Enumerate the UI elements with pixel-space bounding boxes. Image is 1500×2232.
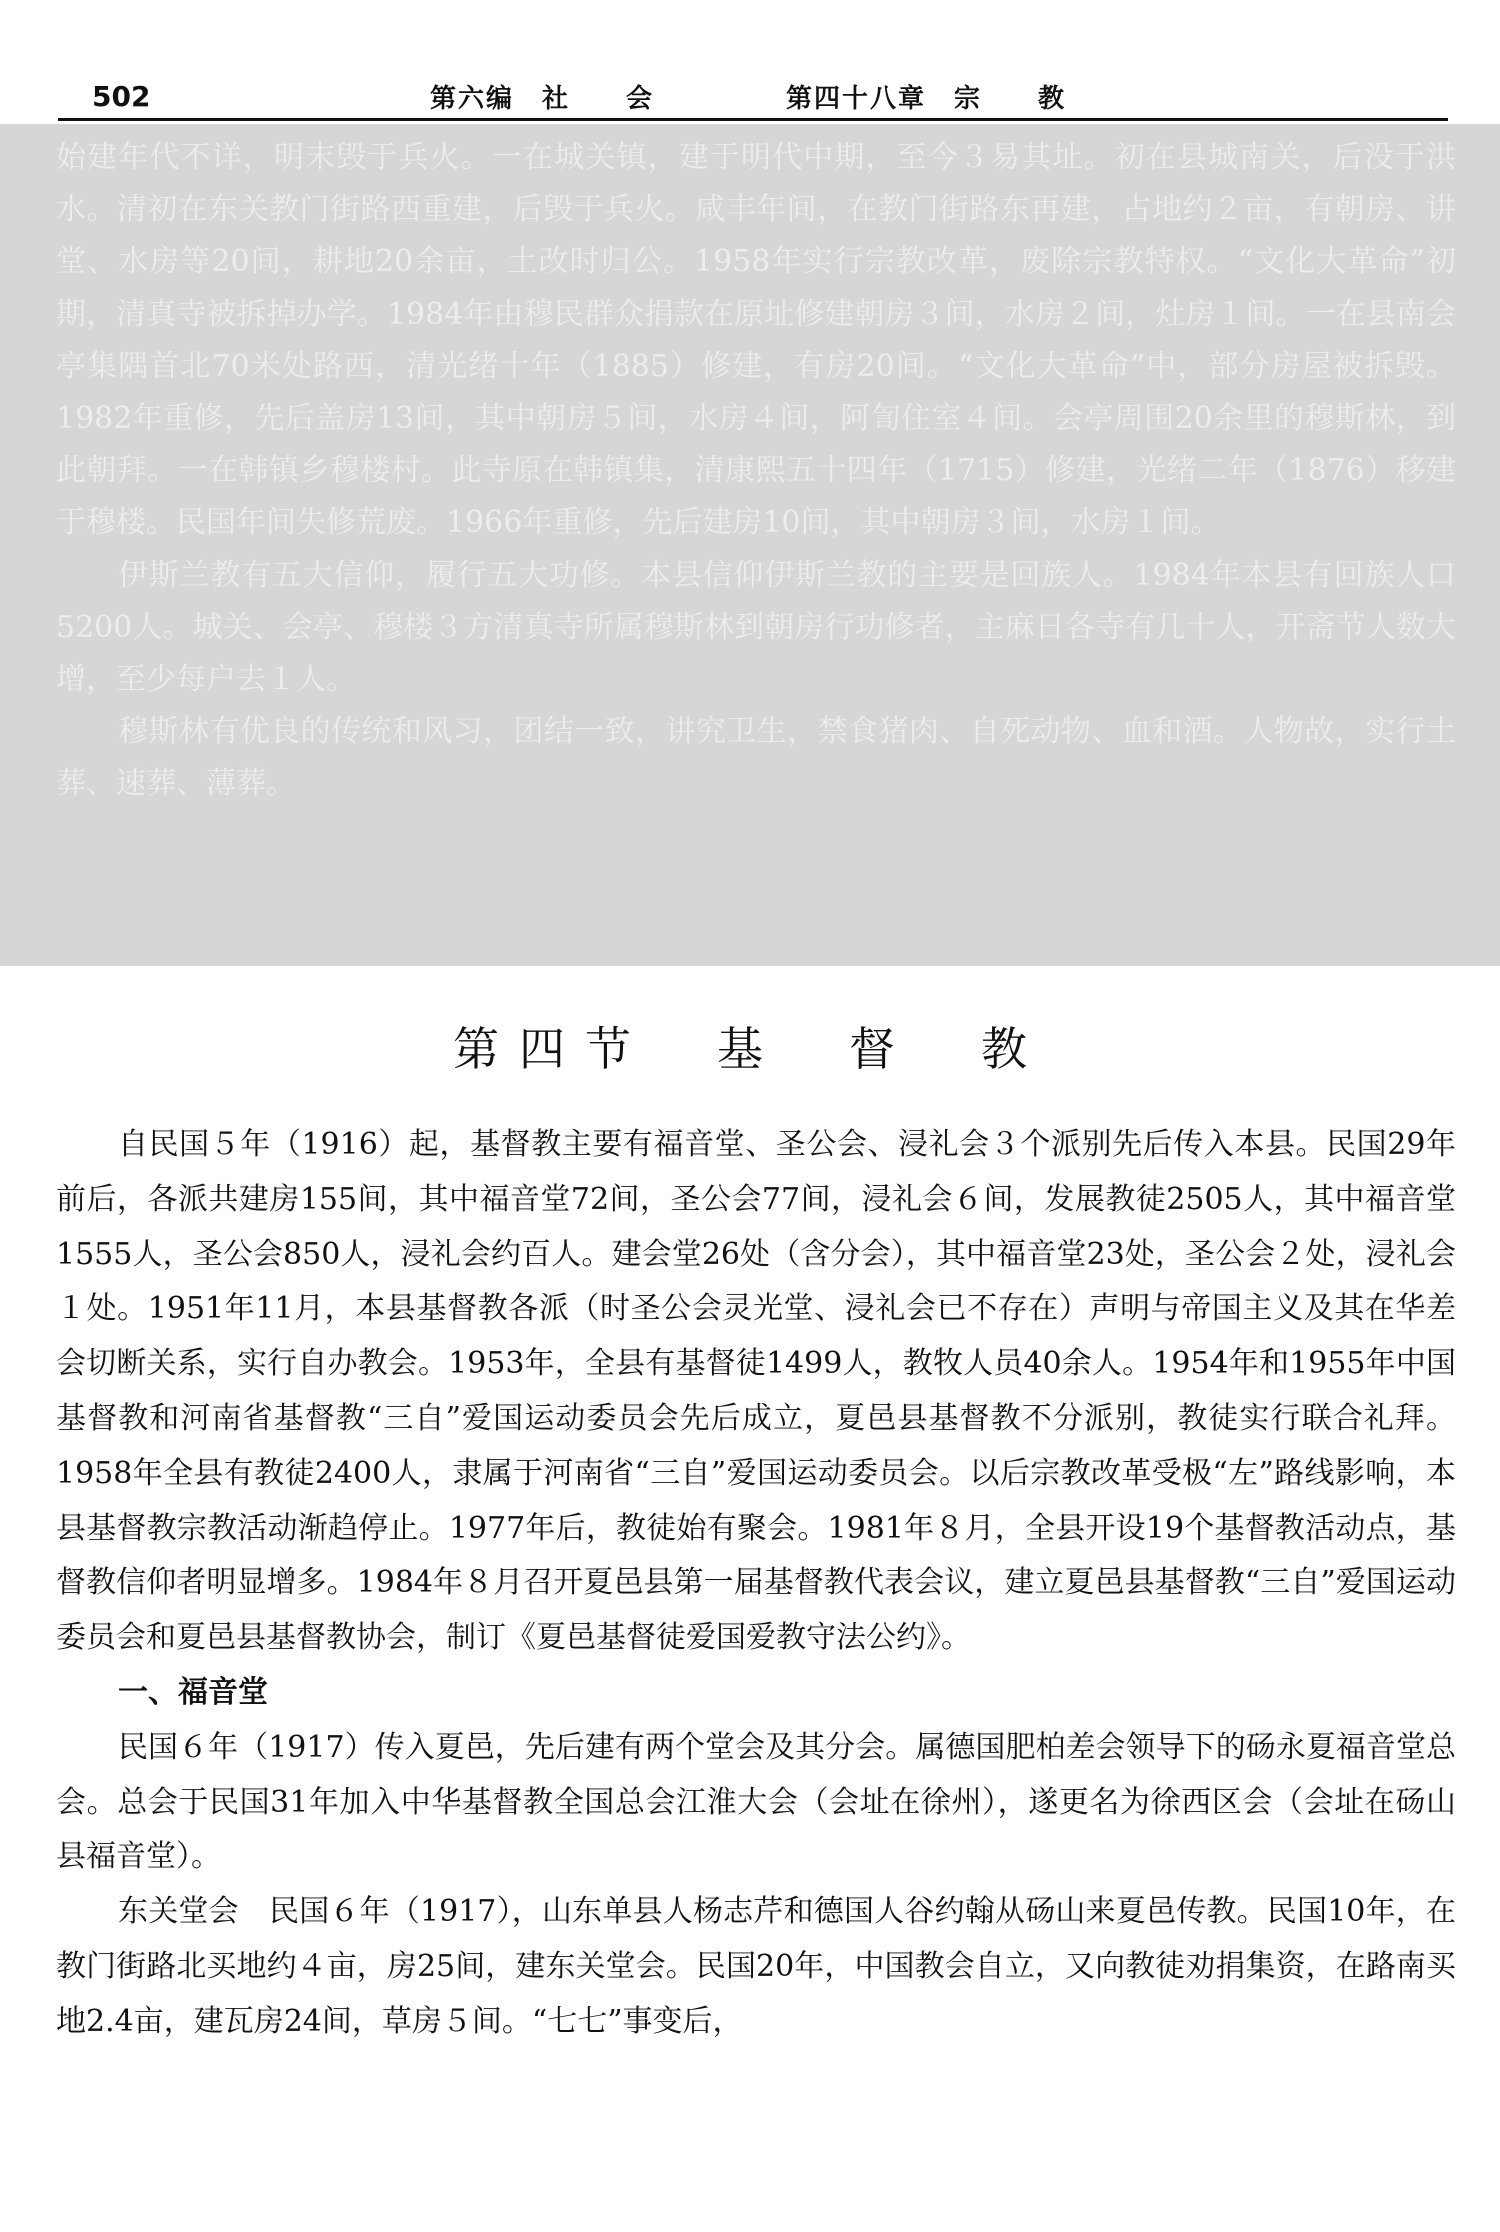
page-number: 502	[92, 80, 151, 113]
shaded-overlay-region	[0, 124, 1500, 966]
paragraph-intro: 自民国５年（1916）起，基督教主要有福音堂、圣公会、浸礼会３个派别先后传入本县。民国29年前后，各派共建房155间，其中福音堂72间，圣公会77间，浸礼会６间，发展教徒2505人，其中福音堂1555人，圣公会850人，浸礼会约百人。建会堂26处（含分会），其中福音堂23处，圣公会２处，浸礼会１处。1951年11月，本县基督教各派（时圣公会灵光堂、浸礼会已不存在）声明与帝国主义及其在华差会切断关系，实行自办教会。1953年，全县有基督徒1499人，教牧人员40余人。1954年和1955年中国基督教和河南省基督教“三自”爱国运动委员会先后成立，夏邑县基督教不分派别，教徒实行联合礼拜。1958年全县有教徒2400人，隶属于河南省“三自”爱国运动委员会。以后宗教改革受极“左”路线影响，本县基督教宗教活动渐趋停止。1977年后，教徒始有聚会。1981年８月，全县开设19个基督教活动点，基督教信仰者明显增多。1984年８月召开夏邑县第一届基督教代表会议，建立夏邑县基督教“三自”爱国运动委员会和夏邑县基督教协会，制订《夏邑基督徒爱国爱教守法公约》。	[56, 1127, 1456, 1656]
section-title: 第四节 基 督 教	[453, 1022, 1047, 1076]
paragraph-dongguan: 东关堂会 民国６年（1917），山东单县人杨志芹和德国人谷约翰从砀山来夏邑传教。民国10年，在教门街路北买地约４亩，房25间，建东关堂会。民国20年，中国教会自立，又向教徒劝捐集资，在路南买地2.4亩，建瓦房24间，草房５间。“七七”事变后，	[56, 1894, 1456, 2039]
subheading-fuyintang: 一、福音堂	[118, 1674, 268, 1710]
running-head-part: 第六编 社 会	[430, 84, 655, 114]
main-text-block	[56, 1118, 1456, 2050]
faded-text-block	[56, 132, 1456, 811]
faded-paragraph-beliefs: 伊斯兰教有五大信仰，履行五大功修。本县信仰伊斯兰教的主要是回族人。1984年本县有回族人口5200人。城关、会亭、穆楼３方清真寺所属穆斯林到朝房行功修者，主麻日各寺有几十人，开斋节人数大增，至少每户去１人。	[56, 557, 1456, 698]
faded-paragraph-customs: 穆斯林有优良的传统和风习，团结一致，讲究卫生，禁食猪肉、自死动物、血和酒。人物故，实行土葬、速葬、薄葬。	[56, 714, 1456, 802]
paragraph-fuyintang: 民国６年（1917）传入夏邑，先后建有两个堂会及其分会。属德国肥柏差会领导下的砀永夏福音堂总会。总会于民国31年加入中华基督教全国总会江淮大会（会址在徐州），遂更名为徐西区会（会址在砀山县福音堂）。	[56, 1729, 1456, 1875]
running-head-chapter: 第四十八章 宗 教	[786, 84, 1067, 114]
page-header	[58, 72, 1448, 121]
faded-paragraph-mosques: 始建年代不详，明末毁于兵火。一在城关镇，建于明代中期，至今３易其址。初在县城南关，后没于洪水。清初在东关教门街路西重建，后毁于兵火。咸丰年间，在教门街路东再建，占地约２亩，有朝房、讲堂、水房等20间，耕地20余亩，土改时归公。1958年实行宗教改革，废除宗教特权。“文化大革命”初期，清真寺被拆掉办学。1984年由穆民群众捐款在原址修建朝房３间，水房２间，灶房１间。一在县南会亭集隅首北70米处路西，清光绪十年（1885）修建，有房20间。“文化大革命”中，部分房屋被拆毁。1982年重修，先后盖房13间，其中朝房５间，水房４间，阿訇住室４间。会亭周围20余里的穆斯林，到此朝拜。一在韩镇乡穆楼村。此寺原在韩镇集，清康熙五十四年（1715）修建，光绪二年（1876）移建于穆楼。民国年间失修荒废。1966年重修，先后建房10间，其中朝房３间，水房１间。	[56, 140, 1456, 541]
